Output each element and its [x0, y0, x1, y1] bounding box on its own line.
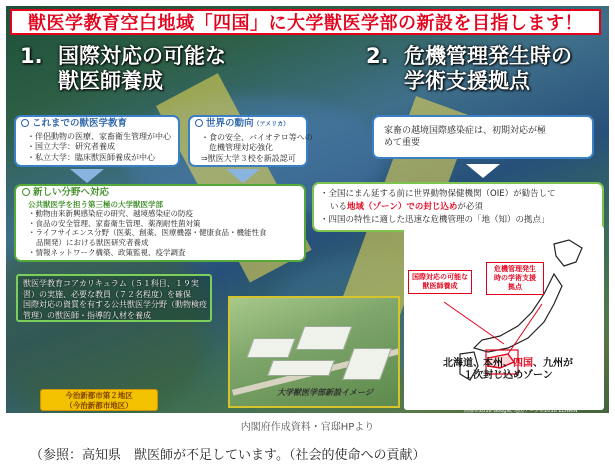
map-label-line: 国際対応の可能な — [412, 273, 468, 281]
box-crisis-detail — [312, 182, 604, 232]
down-arrow — [466, 164, 500, 178]
map-label-line: 獣医師養成 — [422, 282, 458, 290]
campus-label: 大学獣医学部新設イメージ — [277, 388, 373, 397]
box-line: 国際対応の資質を有する公共獣医学分野（動物検疫 — [23, 300, 207, 309]
slide-title — [10, 9, 601, 35]
reference-caption: （参照：高知県 獣医師が不足しています。（社会的使命への貢献） — [30, 448, 426, 463]
heading-line: 国際対応の可能な — [58, 44, 226, 68]
slide-title-text: 獣医学教育空白地域「四国」に大学獣医学部の新設を目指します！ — [28, 13, 583, 34]
box-line: 危機管理対応強化 — [209, 143, 273, 152]
box-line: 公共獣医学を担う第三極の大学獣医学部 — [28, 199, 163, 209]
box-line: ⇒獣医大学３校を新設認可 — [201, 153, 296, 163]
box-line: ・ 食の安全、バイオテロ等への — [195, 133, 301, 144]
box-heading-note: （アメリカ） — [253, 121, 290, 128]
badge-line: （今治新都市地区） — [65, 401, 133, 410]
box-line: ・ 国立大学：研究者養成 — [21, 142, 173, 153]
heading-crisis-support — [366, 44, 572, 94]
site-badge — [40, 389, 158, 411]
text-run: 、九州が — [533, 358, 573, 369]
slide — [6, 6, 609, 413]
source-caption: 内閣府作成資料・官邸HPより — [240, 422, 375, 433]
heading-number: 1. — [20, 44, 43, 68]
box-line: ・ 食品の安全管理、家畜衛生管理、薬剤耐性菌対策 — [22, 219, 298, 229]
heading-number: 2. — [366, 44, 389, 68]
box-world-trend — [188, 115, 313, 167]
box-line: ・ 情報ネットワーク構築、政策監視、疫学調査 — [22, 248, 298, 258]
japan-map-icon — [404, 226, 604, 410]
box-line: ・ 私立大学：臨床獣医師養成が中心 — [21, 153, 173, 164]
building — [342, 348, 392, 380]
box-line: 習）の実施、必要な教員（７２名程度）を確保 — [23, 289, 191, 299]
map-label-crisis — [486, 262, 544, 295]
map-label-line: 時の学術支援 — [494, 274, 536, 282]
highlight-text: 四国 — [513, 358, 533, 369]
japan-map-panel — [404, 226, 604, 410]
map-label-line: 拠点 — [508, 283, 522, 291]
map-caption — [418, 358, 598, 382]
box-line: 品開発）における獣医研究者養成 — [36, 237, 149, 247]
map-caption-line: １次封じ込めゾーン — [463, 370, 553, 381]
building — [246, 338, 295, 358]
box-line: ・ 全国にまん延する前に世界動物保健機関（OIE）が勧告して — [320, 188, 596, 201]
map-credit: 画像©2016 Google, 地図データ©2016 ZENRIN — [464, 408, 578, 413]
text-run: 北海道、本州、 — [443, 358, 513, 369]
map-label-line: 危機管理発生 — [494, 265, 536, 273]
heading-line: 学術支援拠点 — [404, 69, 530, 93]
curriculum-box — [16, 274, 212, 322]
box-heading-text: これまでの獣医学教育 — [32, 118, 128, 129]
heading-line: 獣医師養成 — [58, 69, 163, 93]
box-line: ・ 動物由来新興感染症の研究、越境感染症の防疫 — [22, 209, 298, 219]
map-label-international — [408, 270, 472, 294]
box-line: 管理）の獣医師・指導的人材を養成 — [23, 310, 151, 320]
box-new-field — [14, 184, 306, 262]
box-line: 家畜の越境国際感染症は、初期対応が極 — [384, 126, 547, 136]
box-line: ・ 四国の特性に適した迅速な危機管理の「地（知）の拠点」 — [320, 214, 596, 227]
box-heading-text: 世界の動向 — [206, 118, 254, 129]
map-caption-line — [418, 358, 598, 370]
building — [267, 360, 335, 376]
down-arrow — [226, 169, 260, 183]
heading-line: 危機管理発生時の — [404, 44, 572, 68]
box-line — [320, 201, 596, 214]
page-number: 3 — [597, 404, 601, 411]
box-heading — [22, 188, 298, 198]
box-current-education — [14, 115, 180, 167]
box-heading — [195, 119, 301, 131]
highlight-text: 地域（ゾーン）での封じ込め — [347, 202, 458, 212]
heading-international-vets — [20, 44, 226, 94]
badge-line: 今治新都市第２地区 — [65, 391, 133, 400]
down-arrow — [70, 169, 104, 183]
box-line: めて重要 — [384, 138, 421, 148]
building — [296, 326, 353, 350]
circle-icon — [195, 119, 203, 127]
box-crisis-intro — [372, 115, 594, 159]
box-heading-text: 新しい分野へ対応 — [33, 187, 110, 198]
box-line: ・ ライフサイエンス分野（医薬、創薬、医療機器・健康食品・機能性食 — [22, 228, 298, 238]
box-heading — [21, 119, 173, 130]
circle-icon — [22, 188, 30, 196]
land-area — [6, 236, 206, 413]
box-line: ・ 伴侶動物の医療、家畜衛生管理が中心 — [21, 132, 173, 143]
text-run: いる — [330, 202, 348, 212]
text-run: が必須 — [457, 202, 483, 212]
box-line: 獣医学教育コアカリキュラム（５１科目、１９実 — [23, 279, 199, 288]
circle-icon — [21, 119, 29, 127]
